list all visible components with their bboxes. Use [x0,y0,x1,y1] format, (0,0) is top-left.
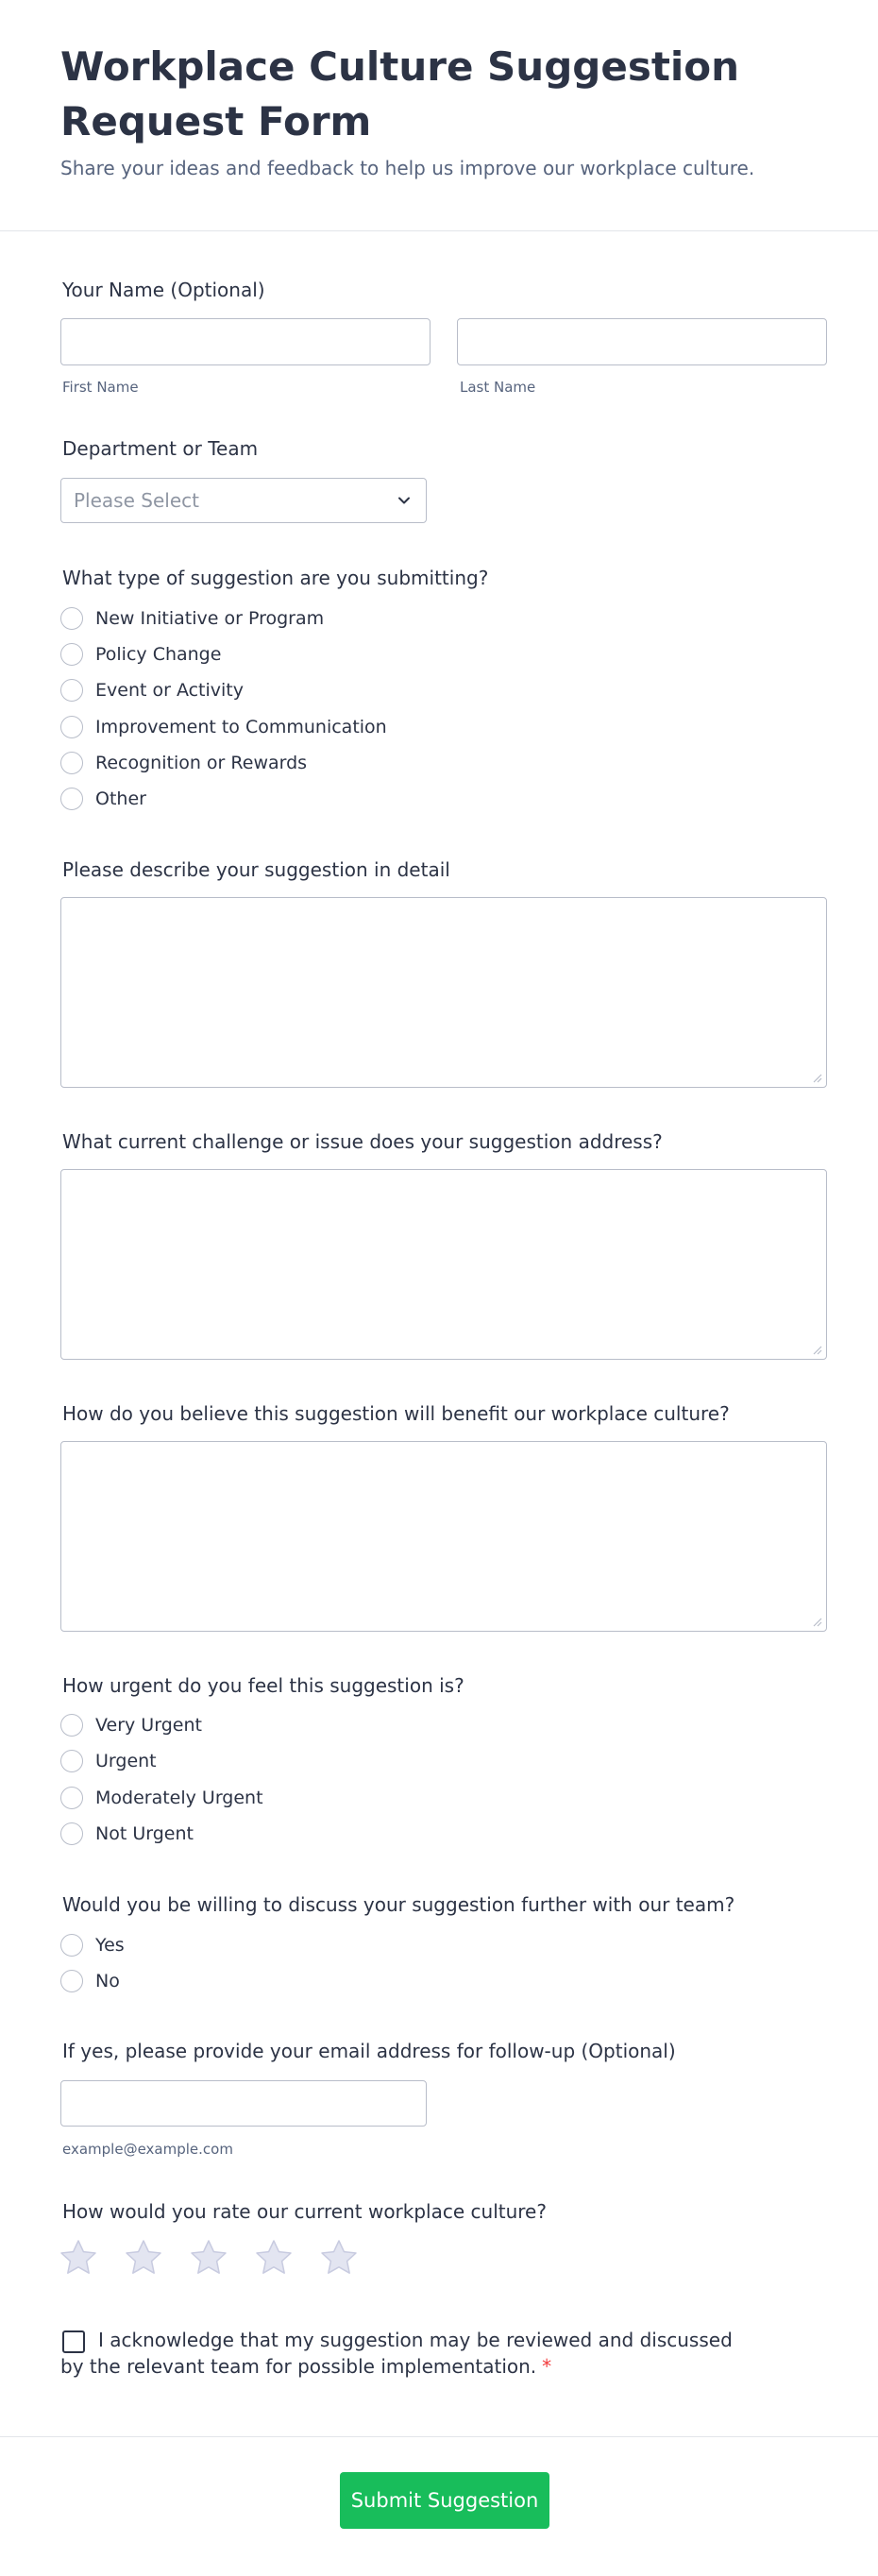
name-label: Your Name (Optional) [62,279,265,301]
radio-button[interactable] [60,788,83,810]
submit-button[interactable]: Submit Suggestion [340,2472,549,2529]
footer-divider [0,2436,878,2437]
discuss-label: Would you be willing to discuss your suggestion further with our team? [62,1893,735,1916]
radio-button[interactable] [60,679,83,702]
department-placeholder: Please Select [74,489,199,512]
star-icon[interactable] [254,2238,294,2278]
radio-button[interactable] [60,716,83,738]
form-title: Workplace Culture Suggestion Request Form [60,43,740,144]
radio-button[interactable] [60,1934,83,1957]
form-subtitle: Share your ideas and feedback to help us improve our workplace culture. [60,157,755,179]
radio-label: No [95,1971,120,1991]
required-asterisk: * [542,2355,552,2378]
department-select[interactable] [60,478,427,523]
radio-label: Very Urgent [95,1715,202,1736]
last-name-input[interactable] [457,318,827,365]
resize-grip-icon[interactable] [813,1618,822,1627]
email-sublabel: example@example.com [62,2141,233,2158]
email-field[interactable] [60,2080,427,2127]
challenge-label: What current challenge or issue does your suggestion address? [62,1130,663,1153]
rating-label: How would you rate our current workplace culture? [62,2200,547,2223]
radio-label: Yes [95,1935,125,1956]
radio-label: Other [95,788,146,809]
radio-label: Improvement to Communication [95,717,387,737]
suggestion-type-label: What type of suggestion are you submitting? [62,567,489,589]
acknowledge-label [60,2327,740,2380]
challenge-textarea[interactable] [60,1169,827,1360]
benefit-textarea[interactable] [60,1441,827,1632]
radio-label: Event or Activity [95,680,245,701]
radio-label: Moderately Urgent [95,1788,263,1808]
describe-label: Please describe your suggestion in detail [62,858,450,881]
radio-button[interactable] [60,752,83,774]
resize-grip-icon[interactable] [813,1074,822,1083]
radio-button[interactable] [60,1970,83,1992]
radio-button[interactable] [60,1714,83,1737]
first-name-input[interactable] [60,318,431,365]
radio-label: Urgent [95,1751,157,1771]
acknowledge-text: I acknowledge that my suggestion may be reviewed and discussed by the relevant team for possible implementation. [60,2329,733,2378]
star-icon[interactable] [59,2238,98,2278]
radio-button[interactable] [60,643,83,666]
benefit-label: How do you believe this suggestion will benefit our workplace culture? [62,1402,730,1425]
star-icon[interactable] [124,2238,163,2278]
radio-label: New Initiative or Program [95,608,325,629]
department-label: Department or Team [62,437,259,460]
star-icon[interactable] [189,2238,228,2278]
radio-label: Policy Change [95,644,222,665]
radio-button[interactable] [60,607,83,630]
radio-button[interactable] [60,1750,83,1772]
email-label: If yes, please provide your email address for follow-up (Optional) [62,2040,676,2062]
urgency-label: How urgent do you feel this suggestion is? [62,1674,464,1697]
form-header [0,0,878,231]
radio-label: Recognition or Rewards [95,753,308,773]
resize-grip-icon[interactable] [813,1346,822,1355]
first-name-sublabel: First Name [62,379,139,396]
radio-label: Not Urgent [95,1823,194,1844]
describe-textarea[interactable] [60,897,827,1088]
last-name-sublabel: Last Name [460,379,536,396]
radio-button[interactable] [60,1787,83,1809]
chevron-down-icon [396,492,413,509]
radio-button[interactable] [60,1822,83,1845]
star-icon[interactable] [319,2238,359,2278]
